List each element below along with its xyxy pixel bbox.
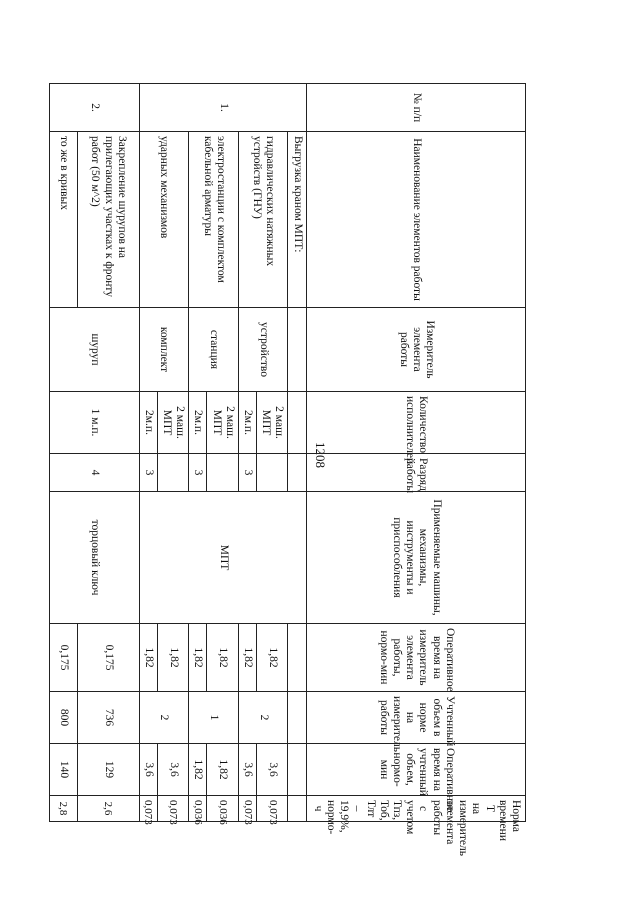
section1-title: Выгрузка краном МПТ:	[288, 132, 307, 308]
section2-grade: 4	[49, 454, 139, 492]
item-counted-volume: 800	[49, 692, 77, 744]
item-op-time-counted: 1,82	[207, 744, 238, 796]
item-unit: комплект	[139, 308, 189, 392]
item-grade	[207, 454, 238, 492]
item-unit: устройство	[238, 308, 288, 392]
item-workers: 2м.п.	[238, 392, 256, 454]
empty-cell	[288, 796, 307, 822]
item-op-time-counted: 3,6	[139, 744, 157, 796]
header-num: № п/п	[307, 84, 526, 132]
item-name: электростанции с комплектом кабельной арматуры	[189, 132, 239, 308]
item-op-time-counted: 1,82	[189, 744, 207, 796]
item-norm-time: 0,073	[257, 796, 288, 822]
header-norm-time: Норма времени Т на измеритель элемента работы с учетом Тпз, Тоб, Тлт – 19,9%, нормо-ч	[307, 796, 526, 822]
empty-cell	[288, 692, 307, 744]
item-counted-volume: 2	[238, 692, 288, 744]
empty-cell	[288, 392, 307, 454]
section1-machines: МПТ	[139, 492, 307, 624]
item-name: гидравлических натяжных устройств (ГНУ)	[238, 132, 288, 308]
item-op-time-counted: 140	[49, 744, 77, 796]
header-machines: Применяемые машины, механизмы, инструменты и приспособления	[307, 492, 526, 624]
item-norm-time: 0,036	[189, 796, 207, 822]
empty-cell	[288, 308, 307, 392]
item-op-time-unit: 1,82	[238, 624, 256, 692]
item-op-time-unit: 1,82	[139, 624, 157, 692]
item-op-time-counted: 3,6	[257, 744, 288, 796]
item-workers: 2 маш. МПТ	[207, 392, 238, 454]
item-op-time-unit: 0,175	[77, 624, 139, 692]
empty-cell	[288, 624, 307, 692]
section2-num: 2.	[49, 84, 139, 132]
table-row	[157, 84, 188, 822]
page-number: 1208	[313, 442, 328, 468]
item-op-time-counted: 3,6	[238, 744, 256, 796]
item-grade: 3	[139, 454, 157, 492]
item-name: то же в кривых	[49, 132, 77, 308]
rotated-table-container	[57, 83, 526, 856]
header-counted-volume: Учтенный объем в норме на измеритель работы	[307, 692, 526, 744]
section2-machines: торцовый ключ	[49, 492, 139, 624]
item-op-time-unit: 1,82	[207, 624, 238, 692]
item-op-time-unit: 1,82	[257, 624, 288, 692]
table-header-row	[307, 84, 526, 822]
item-grade	[157, 454, 188, 492]
table-row	[77, 84, 139, 822]
item-grade: 3	[189, 454, 207, 492]
norm-table	[49, 83, 526, 856]
item-norm-time: 2,6	[77, 796, 139, 822]
item-norm-time: 0,036	[207, 796, 238, 822]
item-workers: 2 маш. МПТ	[157, 392, 188, 454]
section2-workers: 1 м.п.	[49, 392, 139, 454]
header-op-time-unit: Оперативное время на измеритель элемента работы, нормо-мин	[307, 624, 526, 692]
item-norm-time: 0,073	[139, 796, 157, 822]
header-op-time-counted: Оперативное время на учтенный объем, нормо-мин	[307, 744, 526, 796]
item-grade: 3	[238, 454, 256, 492]
header-grade: Разряд работы	[307, 454, 526, 492]
item-op-time-unit: 1,82	[157, 624, 188, 692]
item-counted-volume: 1	[189, 692, 239, 744]
section2-unit: шуруп	[49, 308, 139, 392]
section1-num: 1.	[139, 84, 307, 132]
item-norm-time: 2,8	[49, 796, 77, 822]
item-name: ударных механизмов	[139, 132, 189, 308]
empty-cell	[288, 744, 307, 796]
item-unit: станция	[189, 308, 239, 392]
table-row	[207, 84, 238, 822]
header-unit: Измеритель элемента работы	[307, 308, 526, 392]
item-op-time-counted: 3,6	[157, 744, 188, 796]
item-norm-time: 0,073	[238, 796, 256, 822]
item-op-time-unit: 0,175	[49, 624, 77, 692]
header-workers: Количество исполнителей	[307, 392, 526, 454]
item-workers: 2м.п.	[189, 392, 207, 454]
item-op-time-counted: 129	[77, 744, 139, 796]
empty-cell	[288, 454, 307, 492]
item-workers: 2 маш. МПТ	[257, 392, 288, 454]
section1-title-row	[288, 84, 307, 822]
header-name: Наименование элементов работы	[307, 132, 526, 308]
item-grade	[257, 454, 288, 492]
table-row	[257, 84, 288, 822]
item-workers: 2м.п.	[139, 392, 157, 454]
item-name: Закрепление шурупов на прилегающих участках к фронту работ (50 м^2)	[77, 132, 139, 308]
item-norm-time: 0,073	[157, 796, 188, 822]
item-counted-volume: 2	[139, 692, 189, 744]
item-counted-volume: 736	[77, 692, 139, 744]
item-op-time-unit: 1,82	[189, 624, 207, 692]
